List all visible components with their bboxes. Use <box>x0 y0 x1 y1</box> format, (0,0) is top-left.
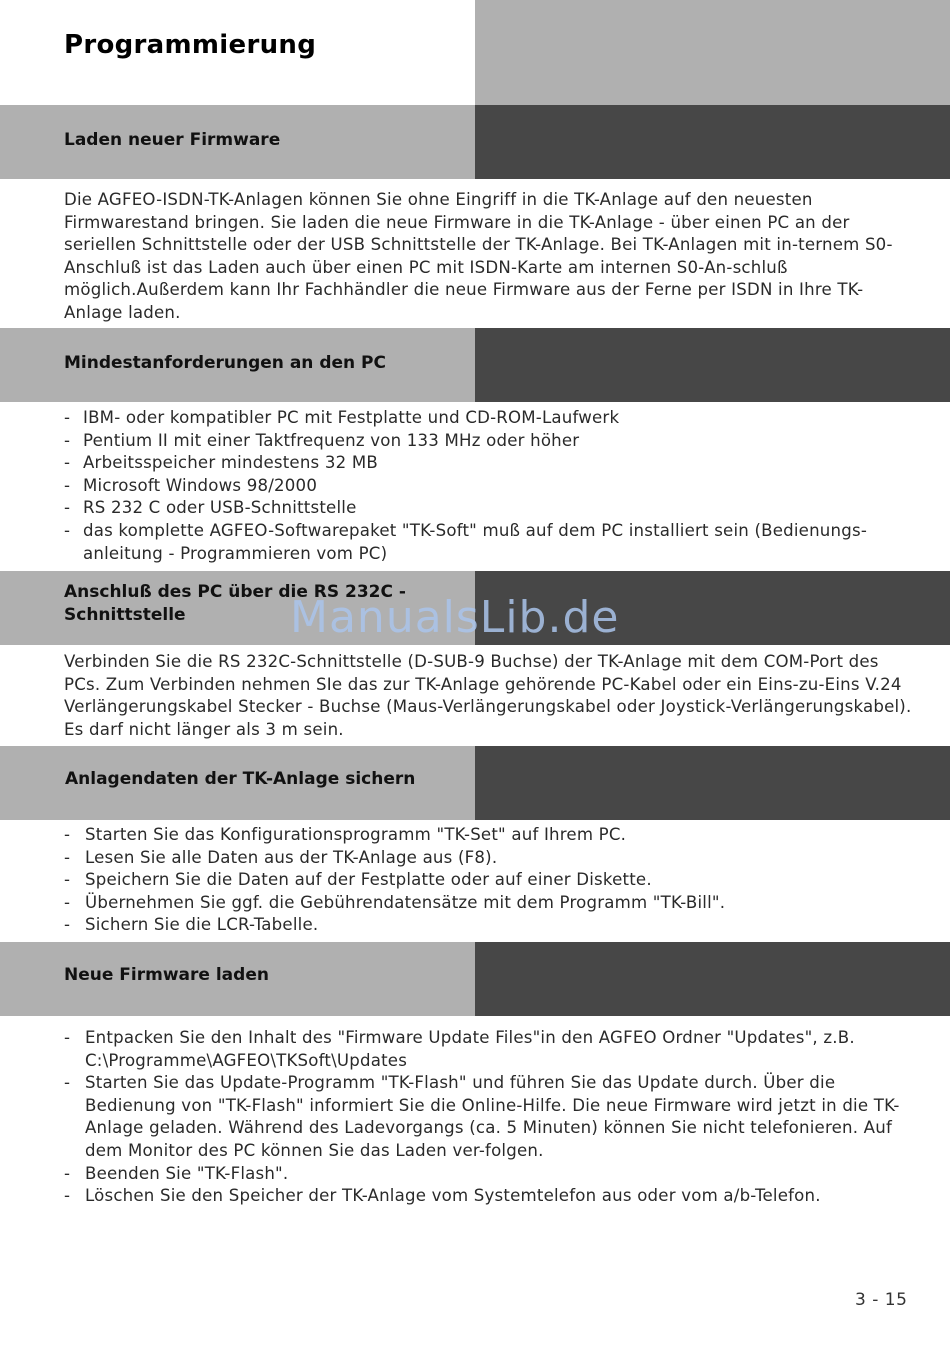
section-header-band <box>0 328 950 402</box>
heading-line: Schnittstelle <box>64 605 186 625</box>
list-item: - das komplette AGFEO-Softwarepaket "TK-Soft" muß auf dem PC installiert sein (Bedienungs-anleitung - Programmieren vom PC) <box>64 520 924 565</box>
page-title: Programmierung <box>64 30 317 60</box>
section-heading-backup: Anlagendaten der TK-Anlage sichern <box>65 769 416 789</box>
list-item: - Sichern Sie die LCR-Tabelle. <box>64 914 924 937</box>
list-item: - Starten Sie das Konfigurationsprogramm "TK-Set" auf Ihrem PC. <box>64 824 924 847</box>
list-item: - Lesen Sie alle Daten aus der TK-Anlage aus (F8). <box>64 847 924 870</box>
list-item: - Übernehmen Sie ggf. die Gebührendatensätze mit dem Programm "TK-Bill". <box>64 892 924 915</box>
section-heading-requirements: Mindestanforderungen an den PC <box>64 353 386 373</box>
section-header-band <box>0 746 950 820</box>
list-item: - Microsoft Windows 98/2000 <box>64 475 924 498</box>
heading-line: Anschluß des PC über die RS 232C - <box>64 582 406 602</box>
section-heading-firmware: Laden neuer Firmware <box>64 130 281 150</box>
list-item: - IBM- oder kompatibler PC mit Festplatte und CD-ROM-Laufwerk <box>64 407 924 430</box>
section-heading-load-firmware: Neue Firmware laden <box>64 965 269 985</box>
list-item: - Arbeitsspeicher mindestens 32 MB <box>64 452 924 475</box>
rs232-paragraph: Verbinden Sie die RS 232C-Schnittstelle (D-SUB-9 Buchse) der TK-Anlage mit dem COM-Port des PCs. Zum Verbinden nehmen SIe das zur TK-Anlage gehörende PC-Kabel oder ein Eins-zu-Eins V.24 Verlängerungskabel Stecker - Buchse (Maus-Verlängerungskabel oder Joystick-Verlängerungskabel). Es darf nicht länger als 3 m sein. <box>64 652 912 739</box>
section-header-band <box>0 105 950 179</box>
watermark: ManualsLib.de <box>290 592 620 643</box>
list-item: - Pentium II mit einer Taktfrequenz von 133 MHz oder höher <box>64 430 924 453</box>
backup-steps-list <box>64 824 924 937</box>
list-item: - Beenden Sie "TK-Flash". <box>64 1163 904 1186</box>
header-gray-block <box>475 0 950 105</box>
requirements-list <box>64 407 924 565</box>
list-item: - Löschen Sie den Speicher der TK-Anlage vom Systemtelefon aus oder vom a/b-Telefon. <box>64 1185 904 1208</box>
load-firmware-steps-list <box>64 1027 904 1208</box>
list-item: - Starten Sie das Update-Programm "TK-Flash" und führen Sie das Update durch. Über die Bedienung von "TK-Flash" informiert Sie die Online-Hilfe. Die neue Firmware wird jetzt in die TK-Anlage geladen. Während des Ladevorgangs (ca. 5 Minuten) können Sie nicht telefonieren. Auf dem Monitor des PC können Sie das Laden ver-folgen. <box>64 1072 904 1162</box>
section-header-band <box>0 942 950 1016</box>
page-number: 3 - 15 <box>855 1290 908 1310</box>
list-item: - Speichern Sie die Daten auf der Festplatte oder auf einer Diskette. <box>64 869 924 892</box>
firmware-intro-paragraph: Die AGFEO-ISDN-TK-Anlagen können Sie ohne Eingriff in die TK-Anlage auf den neuesten Firmwarestand bringen. Sie laden die neue Firmware in die TK-Anlage - über einen PC an der seriellen Schnittstelle oder der USB Schnittstelle der TK-Anlage. Bei TK-Anlagen mit in-ternem S0-Anschluß ist das Laden auch über einen PC mit ISDN-Karte am internen S0-An-schluß möglich.Außerdem kann Ihr Fachhändler die neue Firmware aus der Ferne per ISDN in Ihre TK-Anlage laden. <box>64 190 893 322</box>
list-item: - RS 232 C oder USB-Schnittstelle <box>64 497 924 520</box>
list-item: - Entpacken Sie den Inhalt des "Firmware Update Files"in den AGFEO Ordner "Updates", z.B. C:\Programme\AGFEO\TKSoft\Updates <box>64 1027 904 1072</box>
